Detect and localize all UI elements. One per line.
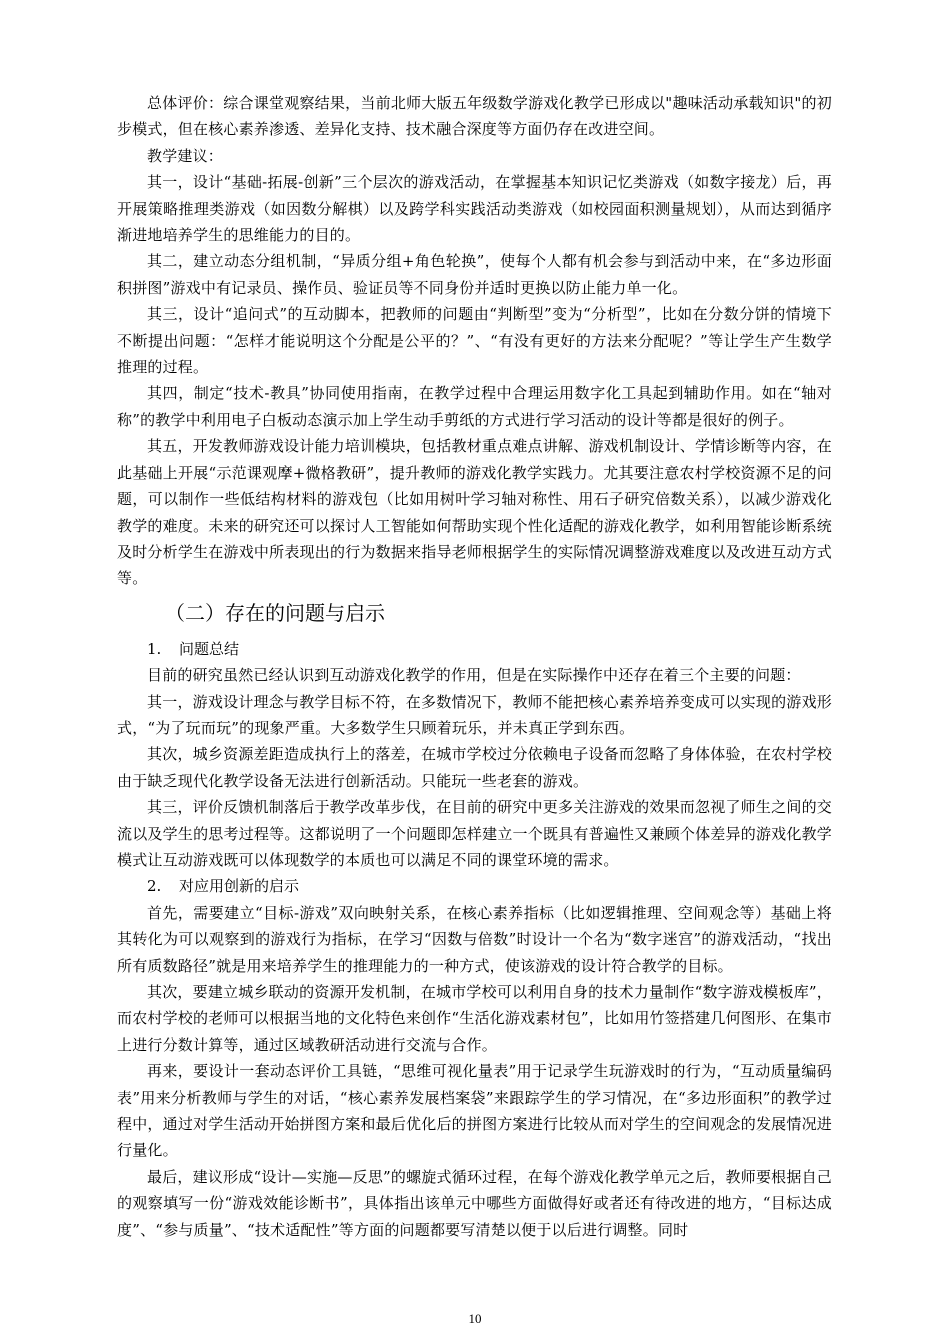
paragraph-suggestion-2: 其二，建立动态分组机制，“异质分组+角色轮换”，使每个人都有机会参与到活动中来，在“多边形面积拼图”游戏中有记录员、操作员、验证员等不同身份并适时更换以防止能力单一化。	[117, 252, 832, 297]
paragraph-suggestion-5: 其五，开发教师游戏设计能力培训模块，包括教材重点难点讲解、游戏机制设计、学情诊断等内容，在此基础上开展“示范课观摩+微格教研”，提升教师的游戏化教学实践力。尤其要注意农村学校资源不足的问题，可以制作一些低结构材料的游戏包（比如用树叶学习轴对称性、用石子研究倍数关系），以减少游戏化教学的难度。未来的研究还可以探讨人工智能如何帮助实现个性化适配的游戏化教学，如利用智能诊断系统及时分析学生在游戏中所表现出的行为数据来指导老师根据学生的实际情况调整游戏难度以及改进互动方式等。	[117, 437, 832, 588]
paragraph-insight-3: 再来，要设计一套动态评价工具链，“思维可视化量表”用于记录学生玩游戏时的行为，“互动质量编码表”用来分析教师与学生的对话，“核心素养发展档案袋”来跟踪学生的学习情况，在“多边形面积”的教学过程中，通过对学生活动开始拼图方案和最后优化后的拼图方案进行比较从而对学生的空间观念的发展情况进行量化。	[117, 1062, 832, 1160]
numbered-subheading-2	[117, 873, 832, 899]
numbered-subheading-1	[117, 636, 832, 662]
paragraph-suggestion-1: 其一，设计“基础-拓展-创新”三个层次的游戏活动，在掌握基本知识记忆类游戏（如数字接龙）后，再开展策略推理类游戏（如因数分解棋）以及跨学科实践活动类游戏（如校园面积测量规划），从而达到循序渐进地培养学生的思维能力的目的。	[117, 173, 832, 245]
paragraph-problem-intro: 目前的研究虽然已经认识到互动游戏化教学的作用，但是在实际操作中还存在着三个主要的问题：	[147, 666, 801, 685]
page-body	[117, 90, 832, 1243]
paragraph-insight-1: 首先，需要建立“目标-游戏”双向映射关系，在核心素养指标（比如逻辑推理、空间观念等）基础上将其转化为可以观察到的游戏行为指标，在学习“因数与倍数”时设计一个名为“数字迷宫”的游戏活动，“找出所有质数路径”就是用来培养学生的推理能力的一种方式，使该游戏的设计符合教学的目标。	[117, 903, 832, 975]
paragraph-insight-4: 最后，建议形成“设计—实施—反思”的螺旋式循环过程，在每个游戏化教学单元之后，教师要根据自己的观察填写一份“游戏效能诊断书”，具体指出该单元中哪些方面做得好或者还有待改进的地方，“目标达成度”、“参与质量”、“技术适配性”等方面的问题都要写清楚以便于以后进行调整。同时	[117, 1167, 832, 1239]
paragraph-insight-2: 其次，要建立城乡联动的资源开发机制，在城市学校可以利用自身的技术力量制作“数字游戏模板库”，而农村学校的老师可以根据当地的文化特色来创作“生活化游戏素材包”，比如用竹签搭建几何图形、在集市上进行分数计算等，通过区域教研活动进行交流与合作。	[117, 983, 832, 1054]
paragraph-problem-2: 其次，城乡资源差距造成执行上的落差，在城市学校过分依赖电子设备而忽略了身体体验，在农村学校由于缺乏现代化教学设备无法进行创新活动。只能玩一些老套的游戏。	[117, 745, 832, 790]
paragraph-suggestion-3: 其三，设计“追问式”的互动脚本，把教师的问题由“判断型”变为“分析型”，比如在分数分饼的情境下不断提出问题：“怎样才能说明这个分配是公平的？”、“有没有更好的方法来分配呢？”等让学生产生数学推理的过程。	[117, 305, 832, 377]
paragraph-suggestions-label: 教学建议：	[147, 146, 224, 165]
paragraph-problem-3: 其三，评价反馈机制落后于教学改革步伐，在目前的研究中更多关注游戏的效果而忽视了师生之间的交流以及学生的思考过程等。这都说明了一个问题即怎样建立一个既具有普遍性又兼顾个体差异的游戏化教学模式让互动游戏既可以体现数学的本质也可以满足不同的课堂环境的需求。	[117, 798, 832, 869]
paragraph-suggestion-4: 其四，制定“技术-教具”协同使用指南，在教学过程中合理运用数字化工具起到辅助作用。如在“轴对称”的教学中利用电子白板动态演示加上学生动手剪纸的方式进行学习活动的设计等都是很好的例子。	[117, 384, 832, 429]
section-heading: （二）存在的问题与启示	[165, 600, 385, 625]
subheading-text: 问题总结	[179, 639, 240, 658]
subheading-text: 对应用创新的启示	[179, 877, 300, 896]
paragraph-problem-1: 其一，游戏设计理念与教学目标不符，在多数情况下，教师不能把核心素养培养变成可以实现的游戏形式，“为了玩而玩”的现象严重。大多数学生只顾着玩乐，并未真正学到东西。	[117, 692, 832, 737]
subheading-number: 2.	[147, 877, 162, 896]
paragraph-overall-evaluation: 总体评价：综合课堂观察结果，当前北师大版五年级数学游戏化教学已形成以"趣味活动承载知识"的初步模式，但在核心素养渗透、差异化支持、技术融合深度等方面仍存在改进空间。	[117, 94, 832, 139]
page-number: 10	[468, 1311, 482, 1326]
subheading-number: 1.	[147, 639, 162, 658]
